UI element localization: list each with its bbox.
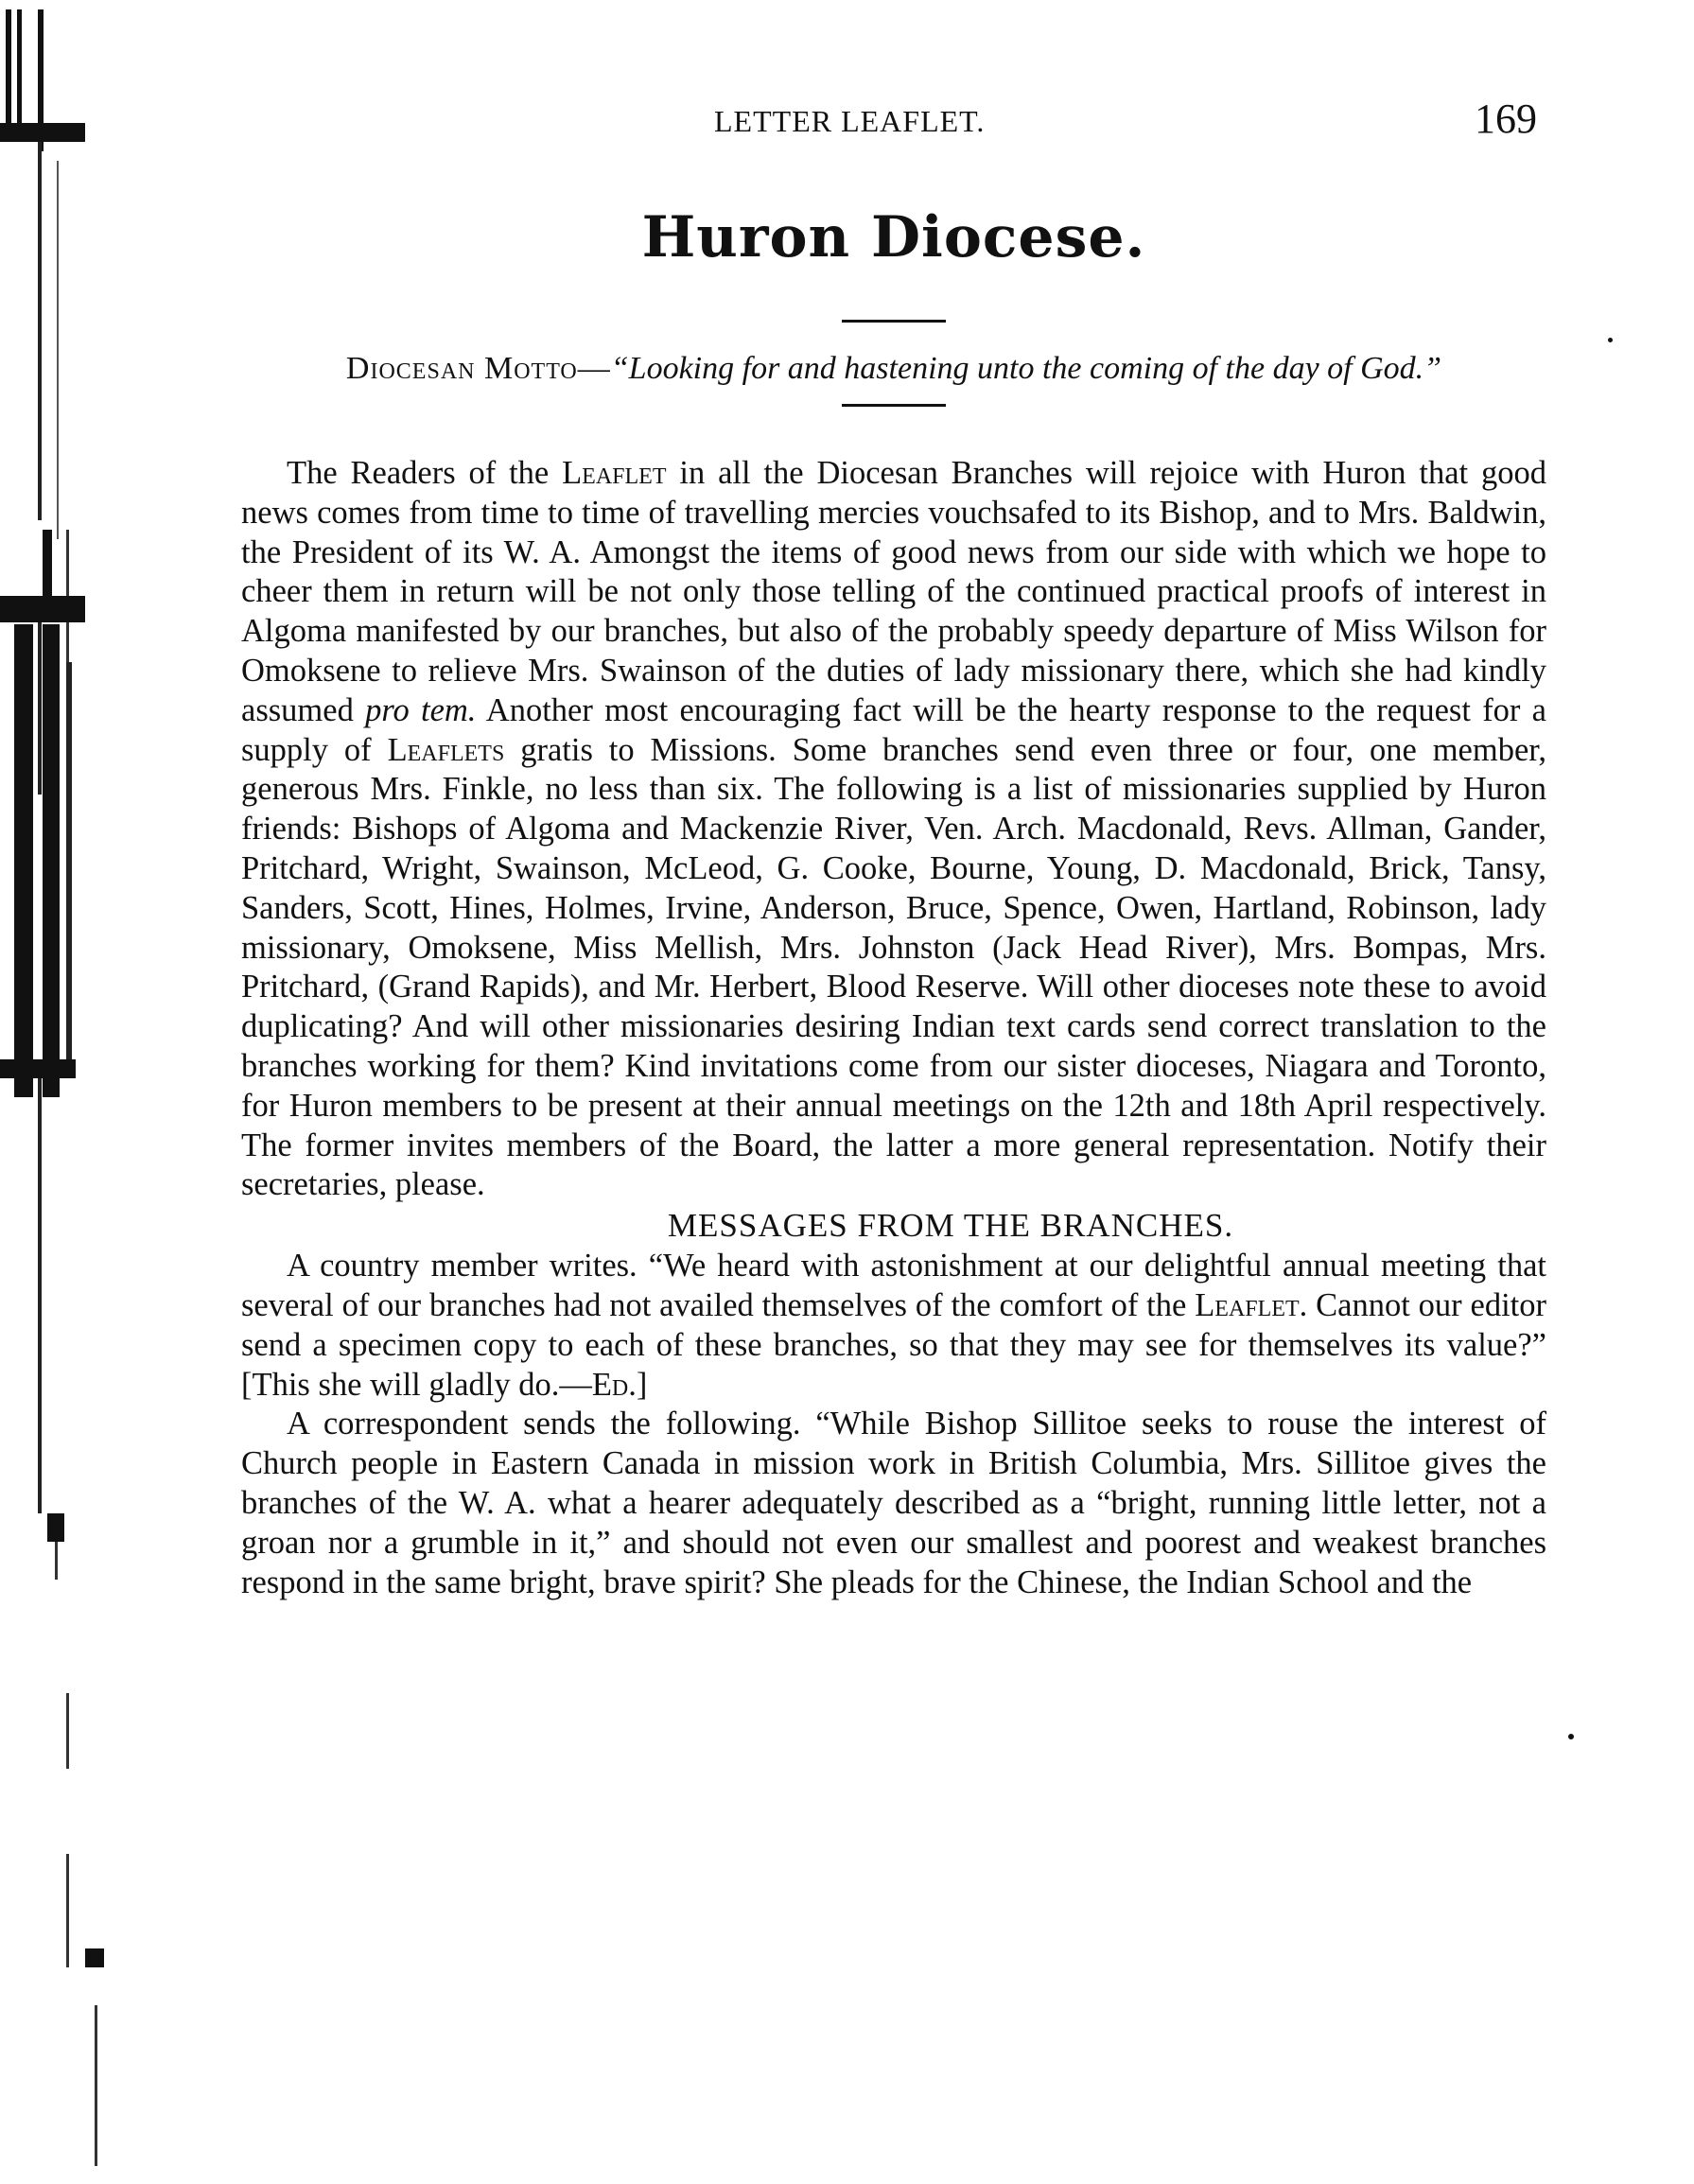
binding-stroke xyxy=(85,1948,104,1967)
diocesan-motto xyxy=(241,347,1546,391)
paragraph-text: A country member writes. “We heard with astonishment at our delightful annual meeting that several of our branches had not availed themselves of the comfort of the xyxy=(241,1248,1546,1323)
paragraph-country-member xyxy=(241,1247,1546,1405)
paragraph-text: The Readers of the xyxy=(287,455,563,491)
binding-stroke xyxy=(47,1513,64,1542)
binding-stroke xyxy=(66,1854,69,1967)
leaflet-name: Leaflet xyxy=(1195,1286,1300,1323)
motto-text: “Looking for and hastening unto the coming of the day of God.” xyxy=(610,351,1442,386)
document-page xyxy=(241,85,1546,2138)
section-heading: MESSAGES FROM THE BRANCHES. xyxy=(667,1207,1234,1245)
paragraph-text: A correspondent sends the following. “While Bishop Sillitoe seeks to rouse the interest of Church people in Eastern Canada in mission work in British Columbia, Mrs. Sillitoe gives the branches of the W. A. what a hearer adequately described as a “bright, running little letter, not a groan nor a grumble in it,” and should not even our smallest and poorest and weakest branches respond in the same bright, brave spirit? She pleads for the Chinese, the Indian School and the xyxy=(241,1406,1546,1600)
title-rule xyxy=(842,320,946,323)
binding-stroke xyxy=(95,2005,97,2166)
paragraph-readers xyxy=(241,454,1546,1205)
paragraph-text: .] xyxy=(628,1366,648,1403)
binding-stroke xyxy=(0,123,85,142)
binding-edge-artifact xyxy=(0,0,132,2184)
scan-speck xyxy=(1608,338,1613,342)
binding-stroke xyxy=(43,624,60,1097)
motto-rule xyxy=(842,404,946,407)
diocese-title: Huron Diocese. xyxy=(641,204,1146,271)
binding-stroke xyxy=(66,1693,69,1769)
leaflets-name: Leaflets xyxy=(387,731,505,768)
binding-stroke xyxy=(0,1059,76,1078)
leaflet-name: Leaflet xyxy=(562,455,667,491)
editor-abbrev: Ed xyxy=(591,1366,629,1403)
running-head xyxy=(241,85,1546,142)
binding-stroke xyxy=(14,624,33,1097)
scan-speck xyxy=(1568,1734,1574,1739)
motto-label: Diocesan Motto— xyxy=(345,351,611,386)
paragraph-text: in all the Diocesan Branches will rejoice with Huron that good news comes from time to time of travelling mercies vouchsafed to its Bishop, and to Mrs. Baldwin, the President of its W. A. Amongst the items of good news from our side with which we hope to cheer them in return will be not only those telling of the continued practical proofs of interest in Algoma manifested by our branches, but also of the probably speedy departure of Miss Wilson for Omoksene to relieve Mrs. Swainson of the duties of lady missionary there, which she had kindly assumed xyxy=(241,455,1546,728)
binding-stroke xyxy=(6,9,11,123)
running-title: LETTER LEAFLET. xyxy=(714,104,986,138)
paragraph-text: Another most encouraging fact will be the hearty response to the request for a supply of xyxy=(241,691,1546,768)
binding-stroke xyxy=(38,605,42,795)
paragraph-text: . Cannot our editor send a specimen copy to each of these branches, so that they may see for themselves its value?” [This she will gladly do.— xyxy=(241,1286,1547,1403)
binding-stroke xyxy=(43,530,52,605)
binding-stroke xyxy=(57,161,59,539)
paragraph-text: gratis to Missions. Some branches send even three or four, one member, generous Mrs. Finkle, no less than six. The following is a list of missionaries supplied by Huron friends: Bishops of Algoma and Mackenzie River, Ven. Arch. Macdonald, Revs. Allman, Gander, Pritchard, Wright, Swainson, McLeod, G. Cooke, Bourne, Young, D. Macdonald, Brick, Tansy, Sanders, Scott, Hines, Holmes, Irvine, Anderson, Bruce, Spence, Owen, Hartland, Robinson, lady missionary, Omoksene, Miss Mellish, Mrs. Johnston (Jack Head River), Mrs. Bompas, Mrs. Pritchard, (Grand Rapids), and Mr. Herbert, Blood Reserve. Will other dioceses note these to avoid duplicating? And will other missionaries desiring Indian text cards send correct translation to the branches working for them? Kind invitations come from our sister dioceses, Niagara and Toronto, for Huron members to be present at their annual meetings on the 12th and 18th April respectively. The former invites members of the Board, the latter a more general representation. Notify their secretaries, please. xyxy=(241,731,1547,1203)
binding-stroke xyxy=(66,662,72,1059)
binding-stroke xyxy=(55,1542,58,1580)
binding-stroke xyxy=(0,596,85,622)
binding-stroke xyxy=(17,9,22,142)
binding-stroke xyxy=(38,142,42,520)
paragraph-correspondent xyxy=(241,1405,1546,1602)
binding-stroke xyxy=(38,1078,42,1513)
page-number: 169 xyxy=(1475,96,1537,142)
latin-phrase: pro tem. xyxy=(365,691,477,728)
